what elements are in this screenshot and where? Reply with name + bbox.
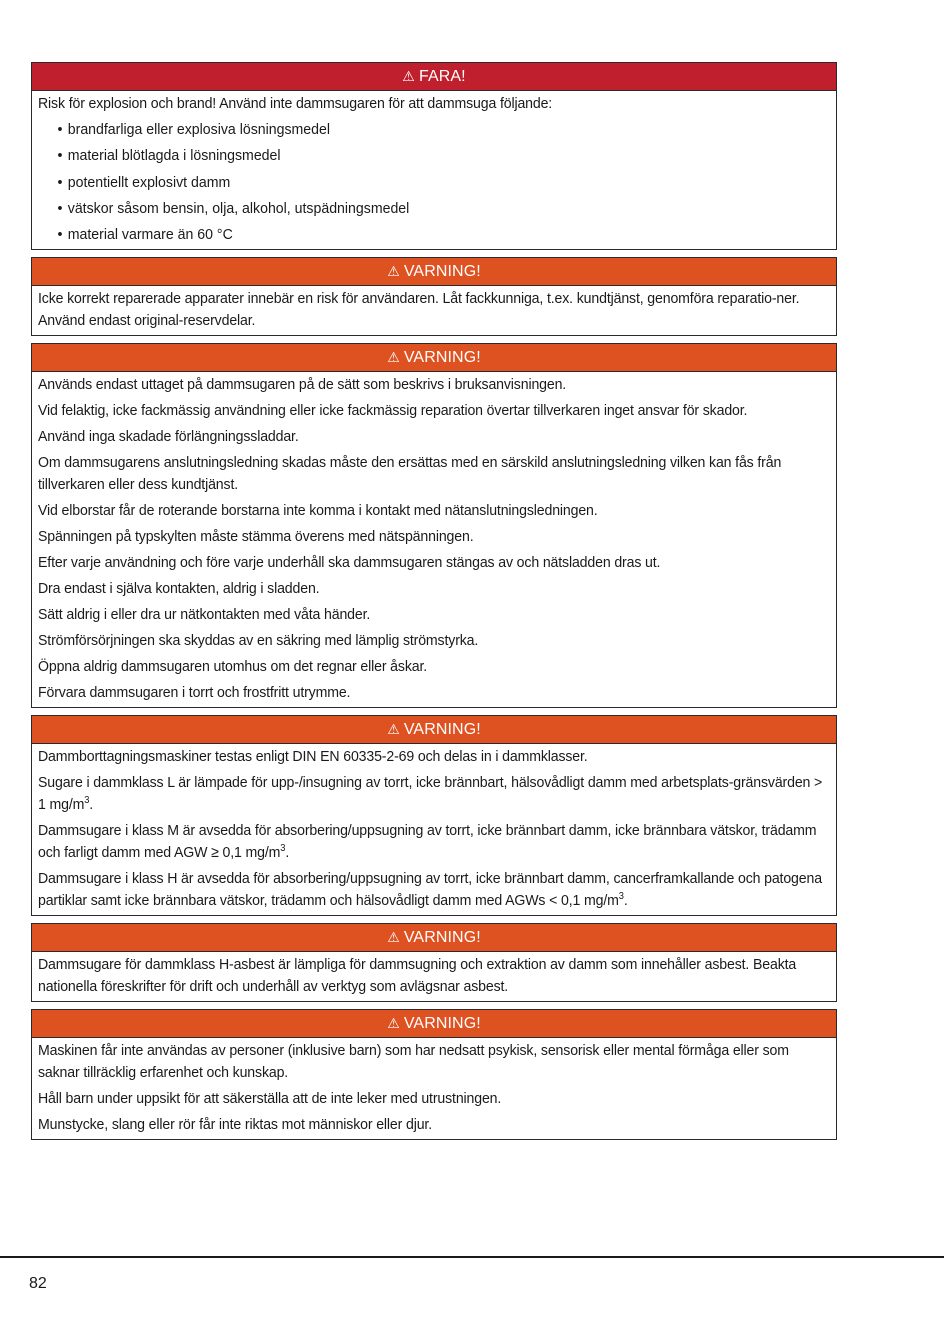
warning-triangle-icon: ⚠: [387, 349, 400, 366]
safety-instructions: [31, 62, 837, 1147]
warning-paragraph: Används endast uttaget på dammsugaren på de sätt som beskrivs i bruksanvisningen.: [38, 376, 567, 394]
warning-header-label: VARNING!: [403, 263, 481, 281]
list-item: • vätskor såsom bensin, olja, alkohol, utspädningsmedel: [38, 198, 846, 220]
warning-header-label: VARNING!: [403, 929, 481, 947]
danger-header-label: FARA!: [418, 68, 466, 85]
dust-class-m: Dammsugare i klass M är avsedda för absorbering/uppsugning av torrt, icke brännbart damm, icke brännbara vätskor, trädamm och farligt damm med AGW ≥ 0,1 $mg/m^3$.: [38, 822, 817, 862]
warning-box-repair: [31, 257, 837, 336]
warning-paragraph: Efter varje användning och före varje underhåll ska dammsugaren stängas av och nätsladden dras ut.: [38, 554, 661, 572]
warning-box-asbestos: [31, 923, 837, 1002]
warning-header-label: VARNING!: [403, 721, 481, 739]
warning-header: [32, 716, 836, 744]
warning-paragraph: Dammsugare för dammklass H-asbest är lämpliga för dammsugning och extraktion av damm som innehåller asbest. Beakta nationella föreskrifter för drift och underhåll av verktyg som avlägsnar asbest.: [38, 956, 797, 996]
warning-header-label: VARNING!: [403, 349, 481, 367]
list-item: • potentiellt explosivt damm: [38, 172, 846, 194]
warning-paragraph: Förvara dammsugaren i torrt och frostfritt utrymme.: [38, 684, 351, 702]
warning-paragraph: Spänningen på typskylten måste stämma överens med nätspänningen.: [38, 528, 474, 546]
warning-header: [32, 344, 836, 372]
warning-paragraph: Öppna aldrig dammsugaren utomhus om det regnar eller åskar.: [38, 658, 428, 676]
warning-triangle-icon: ⚠: [387, 929, 400, 946]
danger-header: [32, 63, 836, 91]
warning-header-label: VARNING!: [403, 1015, 481, 1033]
warning-paragraph: Om dammsugarens anslutningsledning skadas måste den ersättas med en särskild anslutningsledning vilken kan fås från tillverkaren eller dess kundtjänst.: [38, 454, 782, 494]
warning-paragraph: Vid felaktig, icke fackmässig användning eller icke fackmässig reparation övertar tillverkaren inget ansvar för skador.: [38, 402, 748, 420]
warning-paragraph: Munstycke, slang eller rör får inte riktas mot människor eller djur.: [38, 1116, 433, 1134]
warning-paragraph: Håll barn under uppsikt för att säkerställa att de inte leker med utrustningen.: [38, 1090, 502, 1108]
warning-triangle-icon: ⚠: [402, 68, 415, 84]
page-number: 82: [29, 1275, 47, 1292]
warning-header: [32, 1010, 836, 1038]
warning-box-electrical: [31, 343, 837, 708]
warning-paragraph: Sätt aldrig i eller dra ur nätkontakten med våta händer.: [38, 606, 371, 624]
warning-paragraph: Maskinen får inte användas av personer (inklusive barn) som har nedsatt psykisk, sensorisk eller mental förmåga eller som saknar tillräcklig erfarenhet och kunskap.: [38, 1042, 789, 1082]
warning-paragraph: Strömförsörjningen ska skyddas av en säkring med lämplig strömstyrka.: [38, 632, 479, 650]
list-item: • brandfarliga eller explosiva lösningsmedel: [38, 119, 846, 141]
warning-box-dust-classes: [31, 715, 837, 916]
warning-paragraph: Vid elborstar får de roterande borstarna inte komma i kontakt med nätanslutningsledningen.: [38, 502, 598, 520]
list-item: • material varmare än 60 °C: [38, 224, 846, 246]
warning-paragraph: Dammborttagningsmaskiner testas enligt DIN EN 60335-2-69 och delas in i dammklasser.: [38, 748, 588, 766]
list-item: • material blötlagda i lösningsmedel: [38, 145, 846, 167]
warning-paragraph: Icke korrekt reparerade apparater innebär en risk för användaren. Låt fackkunniga, t.ex. kundtjänst, genomföra reparatio-ner. Använd endast original-reservdelar.: [38, 290, 800, 330]
danger-box: [31, 62, 837, 250]
dust-class-l: Sugare i dammklass L är lämpade för upp-/insugning av torrt, icke brännbart, hälsovådligt damm med arbetsplats-gränsvärden > 1 $mg/m^3$.: [38, 774, 823, 814]
dust-class-h: Dammsugare i klass H är avsedda för absorbering/uppsugning av torrt, icke brännbart damm, cancerframkallande och patogena partiklar samt icke brännbara vätskor, trädamm och hälsovådligt damm med AGWs < 0,1 $mg/m^3$.: [38, 870, 822, 910]
warning-paragraph: Dra endast i själva kontakten, aldrig i sladden.: [38, 580, 320, 598]
warning-triangle-icon: ⚠: [387, 721, 400, 738]
danger-list: [38, 119, 829, 246]
warning-header: [32, 258, 836, 286]
warning-triangle-icon: ⚠: [387, 1015, 400, 1032]
warning-box-persons: [31, 1009, 837, 1140]
warning-header: [32, 924, 836, 952]
warning-triangle-icon: ⚠: [387, 263, 400, 280]
warning-paragraph: Använd inga skadade förlängningssladdar.: [38, 428, 299, 446]
footer-divider: [0, 1256, 944, 1258]
danger-intro: Risk för explosion och brand! Använd inte dammsugaren för att dammsuga följande:: [38, 95, 553, 112]
